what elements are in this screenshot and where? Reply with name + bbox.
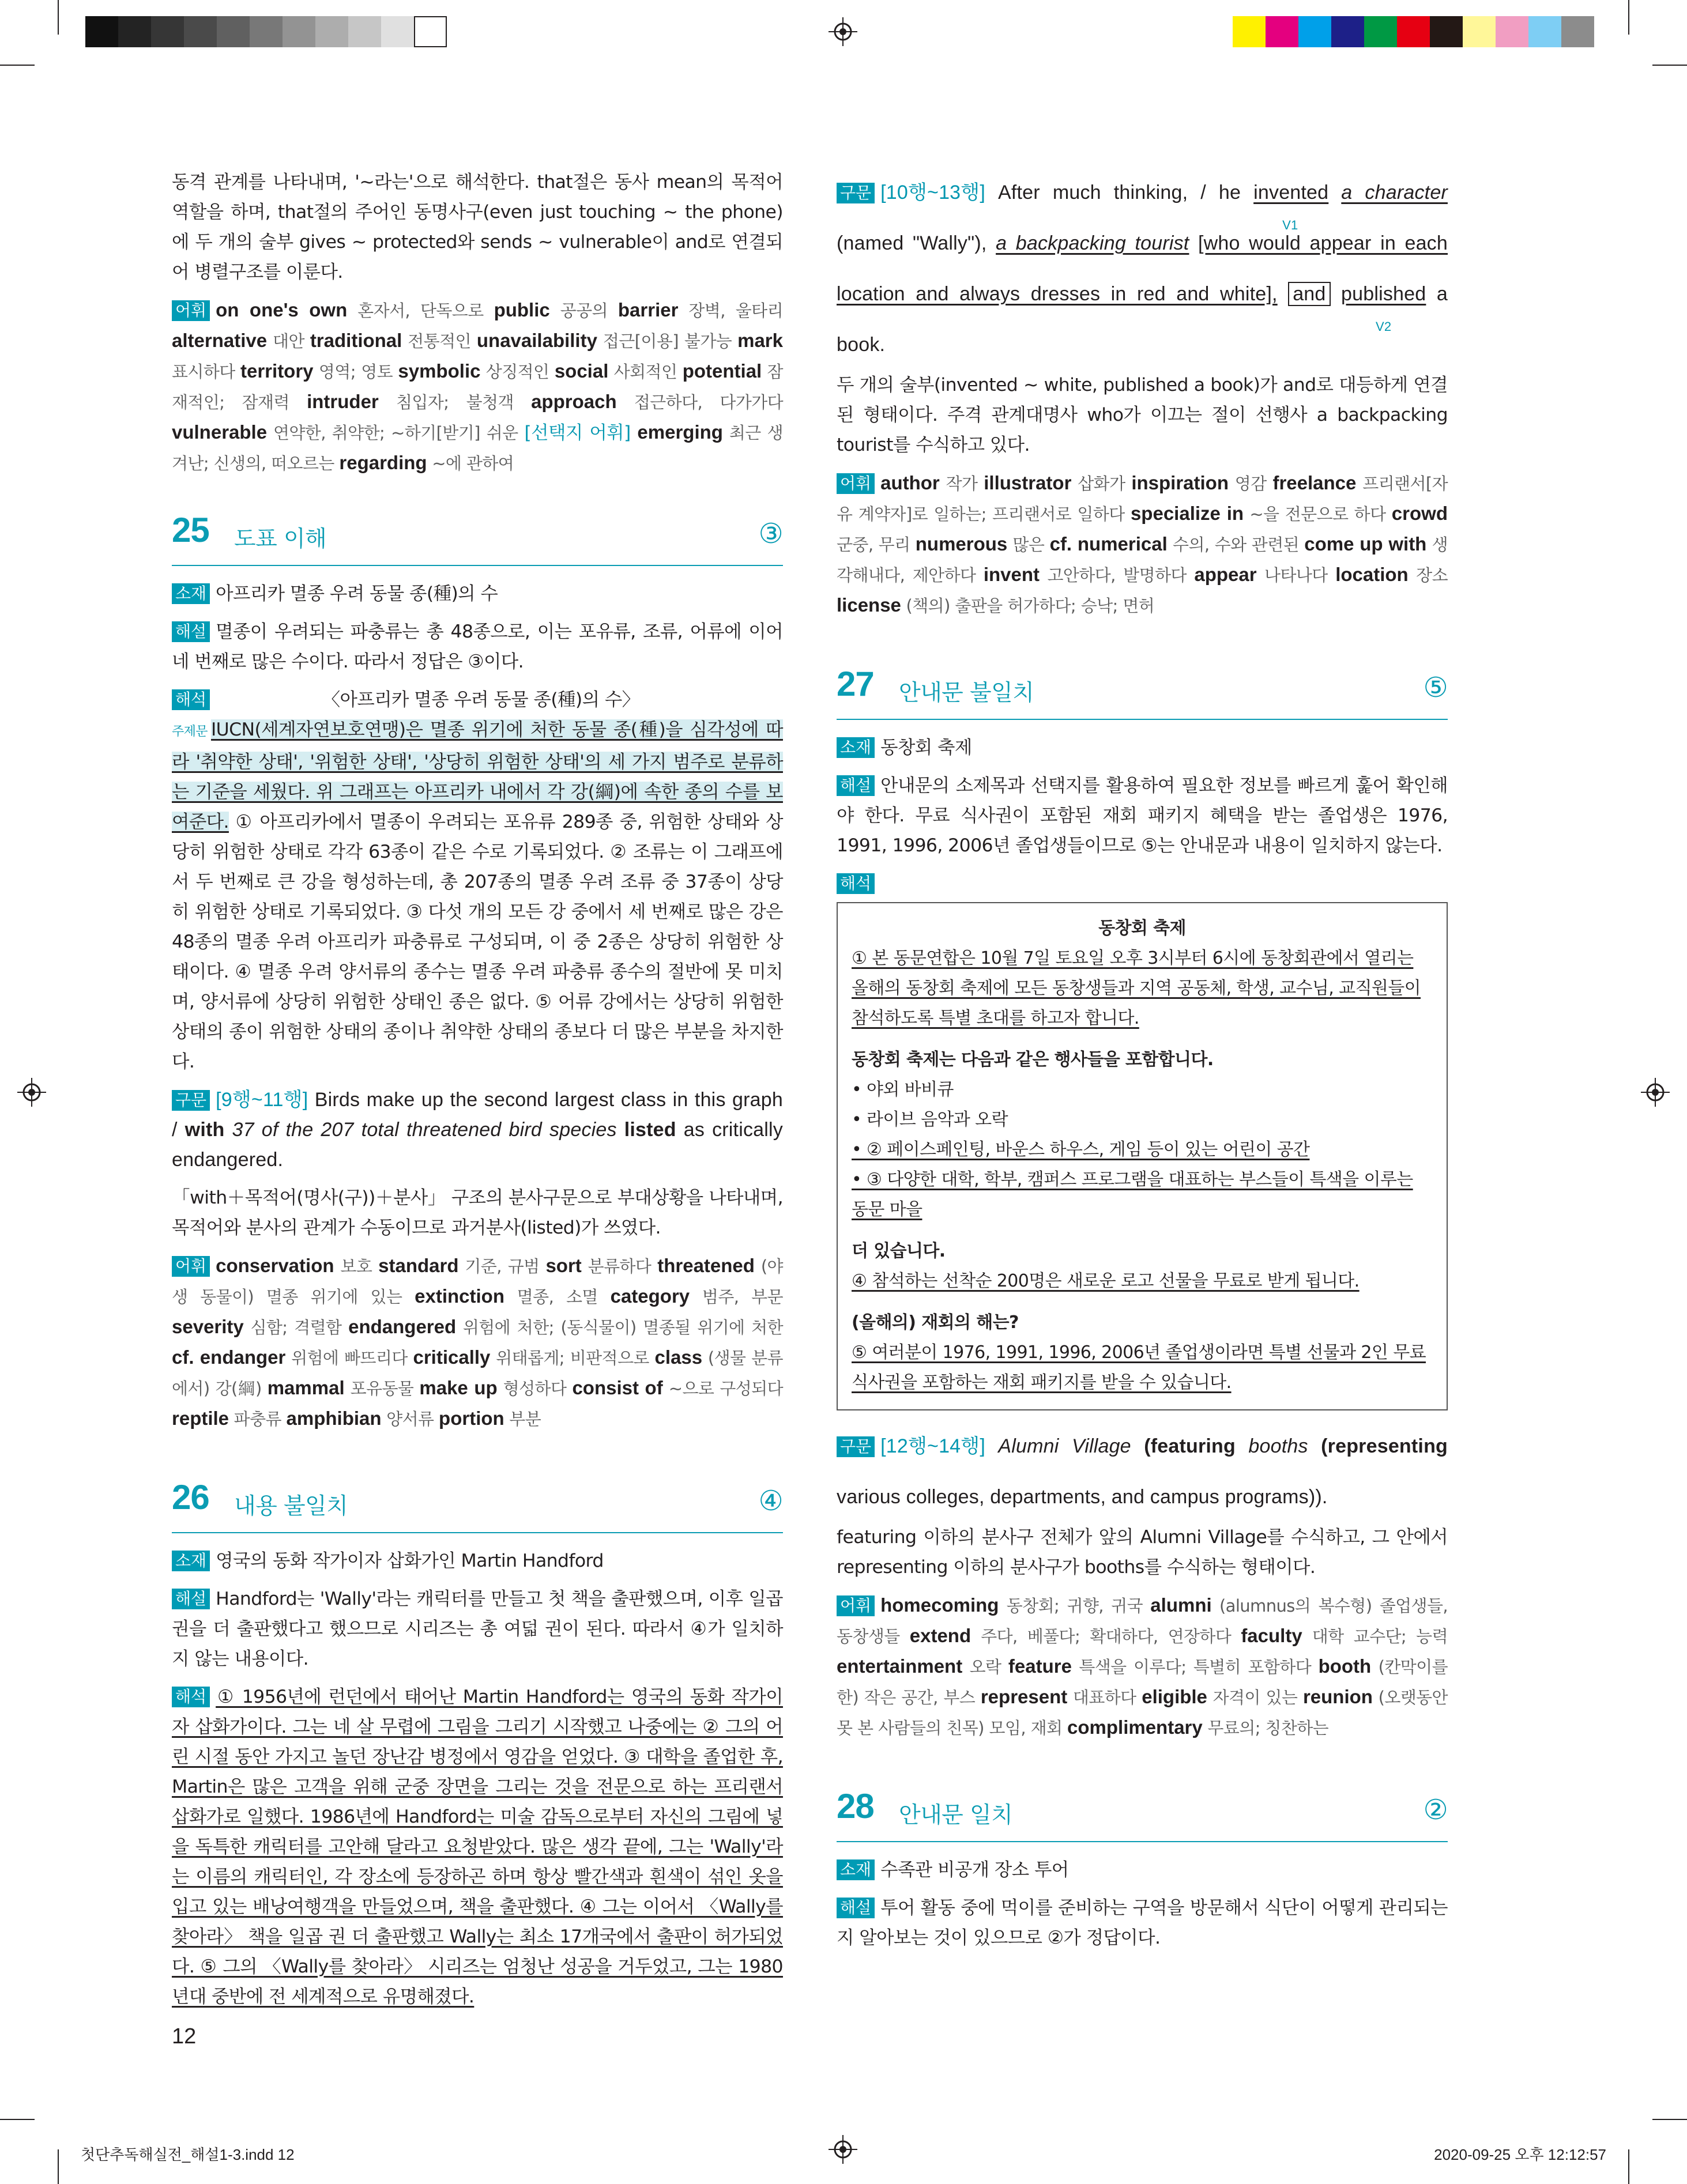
vocab-meaning: 접근하다, 다가가다 bbox=[616, 393, 783, 412]
translate-paragraph: 주제문 IUCN(세계자연보호연맹)은 멸종 위기에 처한 동물 종(種)을 심각성에 따라 '취약한 상태', '위험한 상태', '상당히 위험한 상태'의 세 가지 범주로 분류하는 기준을 세웠다. 위 그래프는 아프리카 내에서 각 강(綱)에 속한 종의 수를 보여준다. ① 아프리카에서 멸종이 우려되는 포유류 289종 중, 위험한 상태와 상당히 위험한 상태로 각각 63종이 같은 수로 기록되었다. ② 조류는 이 그래프에서 두 번째로 큰 강을 형성하는데, 총 207종의 멸종 우려 조류 중 37종이 상당히 위험한 상태로 기록되었다. ③ 다섯 개의 모든 강 중에서 세 번째로 많은 강은 48종의 멸종 우려 아프리카 파충류로 구성되며, 이 중 2종은 상당히 위험한 상태이다. ④ 멸종 우려 양서류의 종수는 멸종 우려 파충류 종수의 절반에 못 미치며, 양서류에 상당히 위험한 상태인 종은 없다. ⑤ 어류 강에서는 상당히 위험한 상태의 종이 위험한 상태의 종이나 취약한 상태의 종보다 더 많은 부분을 차지한다. bbox=[172, 719, 783, 1072]
vocab-block bbox=[837, 1590, 1448, 1743]
vocab-meaning: 나타나다 bbox=[1256, 565, 1336, 585]
structure-tag: 구문 bbox=[837, 1436, 875, 1457]
color-swatch bbox=[184, 16, 217, 47]
vocab-list bbox=[172, 300, 783, 474]
page-number: 12 bbox=[172, 2024, 197, 2049]
vocab-word: specialize in bbox=[1130, 503, 1244, 524]
vocab-word: appear bbox=[1194, 564, 1257, 585]
structure-note: 「with＋목적어(명사(구))＋분사」 구조의 분사구문으로 부대상황을 나타내며, 목적어와 분사의 관계가 수동이므로 과거분사(listed)가 쓰였다. bbox=[172, 1187, 783, 1238]
vocab-list bbox=[837, 473, 1448, 616]
question-type: 내용 불일치 bbox=[234, 1493, 348, 1519]
vocab-meaning: 오락 bbox=[962, 1657, 1008, 1677]
vocab-meaning: 대표하다 bbox=[1067, 1688, 1142, 1707]
color-swatch bbox=[85, 16, 118, 47]
color-swatch bbox=[1298, 16, 1331, 47]
vocab-meaning: 장벽, 울타리 bbox=[678, 301, 783, 320]
answer-mark: ⑤ bbox=[1423, 672, 1448, 704]
vocab-meaning: 고안하다, 발명하다 bbox=[1040, 565, 1195, 585]
vocab-meaning: 전통적인 bbox=[402, 331, 477, 351]
section-header-27 bbox=[837, 667, 1448, 720]
vocab-word: standard bbox=[378, 1255, 459, 1276]
vocab-meaning: (칸막이를 한) 작은 공간, 부스 bbox=[837, 1657, 1448, 1707]
vocab-meaning: 장소 bbox=[1408, 565, 1448, 585]
vocab-word: social bbox=[554, 360, 609, 382]
vocab-meaning: 침입자; 불청객 bbox=[378, 393, 532, 412]
vocab-word: inspiration bbox=[1131, 472, 1229, 493]
crop-mark bbox=[1652, 2119, 1687, 2120]
vocab-tag: 어휘 bbox=[172, 300, 210, 321]
vocab-word: potential bbox=[682, 360, 762, 382]
vocab-meaning: 삽화가 bbox=[1071, 474, 1132, 493]
vocab-word: public bbox=[494, 299, 550, 320]
vocab-word: entertainment bbox=[837, 1655, 963, 1677]
vocab-meaning: 형성하다 bbox=[497, 1379, 573, 1398]
vocab-word: alternative bbox=[172, 330, 268, 351]
vocab-meaning: 수의, 수와 관련된 bbox=[1167, 535, 1305, 555]
vocab-word: vulnerable bbox=[172, 421, 268, 443]
vocab-word: cf. numerical bbox=[1049, 533, 1168, 555]
vocab-meaning: 주다, 베풀다; 확대하다, 연장하다 bbox=[971, 1627, 1241, 1646]
question-type: 도표 이해 bbox=[234, 526, 327, 552]
topic-line: 소재 수족관 비공개 장소 투어 bbox=[837, 1855, 1448, 1885]
notice-list-item: • ② 페이스페인팅, 바운스 하우스, 게임 등이 있는 어린이 공간 bbox=[852, 1140, 1310, 1160]
vocab-word: emerging bbox=[637, 421, 723, 443]
vocab-word: sort bbox=[545, 1255, 582, 1276]
vocab-block bbox=[172, 1251, 783, 1434]
explain-paragraph: 해설 안내문의 소제목과 선택지를 활용하여 필요한 정보를 빠르게 훑어 확인해야 한다. 무료 식사권이 포함된 재회 패키지 혜택을 받는 졸업생은 1976, 1991, 1996, 2006년 졸업생들이므로 ⑤는 안내문과 내용이 일치하지 않는다. bbox=[837, 775, 1448, 856]
notice-heading: 동창회 축제는 다음과 같은 행사들을 포함합니다. bbox=[852, 1050, 1214, 1070]
question-number: 25 bbox=[172, 511, 209, 549]
vocab-word: eligible bbox=[1142, 1686, 1207, 1707]
notice-box bbox=[837, 902, 1448, 1410]
footer-timestamp: 2020-09-25 오후 12:12:57 bbox=[1434, 2146, 1606, 2163]
vocab-word: unavailability bbox=[476, 330, 597, 351]
registration-mark-icon bbox=[1641, 1078, 1670, 1107]
vocab-meaning: 상징적인 bbox=[480, 362, 555, 382]
vocab-meaning: 포유동물 bbox=[344, 1379, 420, 1398]
right-column bbox=[837, 167, 1448, 1961]
structure-paragraph: 구문 [9행~11행] Birds make up the second largest class in this graph / with 37 of the 207 total threatened bird species listed as critically endangered. bbox=[172, 1089, 783, 1171]
notice-heading: (올해의) 재회의 해는? bbox=[852, 1312, 1019, 1333]
vocab-word: reunion bbox=[1302, 1686, 1373, 1707]
vocab-word: severity bbox=[172, 1316, 244, 1337]
structure-note: 두 개의 술부(invented ~ white, published a book)가 and로 대등하게 연결된 형태이다. 주격 관계대명사 who가 이끄는 절이 선행사 a backpacking tourist를 수식하고 있다. bbox=[837, 375, 1448, 455]
structure-paragraph: 구문 [12행~14행] Alumni Village (featuring booths (representing various colleges, departments, and campus programs)). bbox=[837, 1435, 1448, 1508]
vocab-word: intruder bbox=[307, 391, 379, 412]
question-type: 안내문 불일치 bbox=[899, 680, 1034, 706]
color-swatch bbox=[1463, 16, 1496, 47]
explain-tag: 해설 bbox=[837, 775, 875, 796]
vocab-meaning: 파충류 bbox=[229, 1409, 287, 1429]
topic-tag: 소재 bbox=[837, 737, 875, 758]
vocab-word: on one's own bbox=[216, 299, 348, 320]
and-box: and bbox=[1288, 282, 1330, 306]
vocab-meaning: 보호 bbox=[334, 1257, 379, 1276]
vocab-word: extend bbox=[909, 1625, 971, 1646]
color-swatch bbox=[1331, 16, 1364, 47]
explain-tag: 해설 bbox=[172, 1589, 210, 1609]
vocab-word: traditional bbox=[310, 330, 402, 351]
answer-mark: ② bbox=[1423, 1794, 1448, 1826]
structure-tag: 구문 bbox=[837, 183, 875, 203]
vocab-meaning: 기준, 규범 bbox=[458, 1257, 546, 1276]
vocab-block bbox=[837, 468, 1448, 621]
notice-title: 동창회 축제 bbox=[1098, 918, 1186, 938]
section-header-26 bbox=[172, 1480, 783, 1533]
vocab-meaning: 분류하다 bbox=[581, 1257, 658, 1276]
explain-tag: 해설 bbox=[172, 621, 210, 642]
vocab-meaning: 사회적인 bbox=[608, 362, 683, 382]
vocab-word: regarding bbox=[339, 452, 427, 473]
vocab-word: barrier bbox=[617, 299, 679, 320]
vocab-word: cf. endanger bbox=[172, 1346, 286, 1368]
section-header-28 bbox=[837, 1789, 1448, 1842]
vocab-word: come up with bbox=[1304, 533, 1427, 555]
vocab-word: amphibian bbox=[286, 1408, 382, 1429]
vocab-tag: 어휘 bbox=[172, 1256, 210, 1277]
main-sentence: IUCN(세계자연보호연맹)은 멸종 위기에 처한 동물 종(種)을 심각성에 따라 '취약한 상태', '위험한 상태', '상당히 위험한 상태'의 세 가지 범주로 분류하는 기준을 세웠다. 위 그래프는 아프리카 내에서 각 강(綱)에 속한 종의 수를 보여준다. bbox=[172, 719, 783, 832]
footer-file: 첫단추독해실전_해설1-3.indd 12 bbox=[81, 2146, 295, 2163]
vocab-block bbox=[172, 295, 783, 478]
topic-tag: 소재 bbox=[172, 1551, 210, 1571]
color-swatch bbox=[381, 16, 414, 47]
vocab-meaning: 영역; 영토 bbox=[313, 362, 398, 382]
color-swatch bbox=[1561, 16, 1594, 47]
crop-mark bbox=[58, 0, 59, 35]
registration-mark-icon bbox=[829, 2135, 857, 2164]
vocab-word: crowd bbox=[1391, 503, 1448, 524]
question-number: 26 bbox=[172, 1478, 209, 1517]
vocab-meaning: (책의) 출판을 허가하다; 승낙; 면허 bbox=[901, 596, 1155, 616]
color-swatch bbox=[414, 16, 447, 47]
color-swatch bbox=[315, 16, 348, 47]
vocab-word: territory bbox=[240, 360, 314, 382]
choice-vocab-label: [선택지 어휘] bbox=[524, 423, 638, 443]
vocab-tag: 어휘 bbox=[837, 473, 875, 494]
notice-list bbox=[852, 1075, 1433, 1225]
topic-line: 소재 아프리카 멸종 우려 동물 종(種)의 수 bbox=[172, 579, 783, 609]
vocab-list bbox=[837, 1595, 1448, 1738]
answer-mark: ③ bbox=[758, 518, 783, 550]
vocab-meaning: 동창회; 귀향, 귀국 bbox=[999, 1596, 1151, 1616]
vocab-meaning: 심함; 격렬함 bbox=[243, 1318, 349, 1337]
crop-mark bbox=[58, 2149, 59, 2184]
vocab-word: feature bbox=[1008, 1655, 1072, 1677]
vocab-tag: 어휘 bbox=[837, 1595, 875, 1616]
translate-tag: 해석 bbox=[172, 689, 210, 710]
color-swatch bbox=[118, 16, 151, 47]
color-swatch bbox=[283, 16, 315, 47]
vocab-list bbox=[172, 1256, 783, 1429]
color-swatch bbox=[1397, 16, 1430, 47]
crop-mark bbox=[1628, 0, 1629, 35]
left-column bbox=[172, 167, 783, 2020]
vocab-meaning: ~을 전문으로 하다 bbox=[1244, 504, 1392, 524]
vocab-word: conservation bbox=[216, 1255, 334, 1276]
vocab-word: make up bbox=[419, 1377, 498, 1398]
vocab-meaning: 특색을 이루다; 특별히 포함하다 bbox=[1071, 1657, 1319, 1677]
vocab-meaning: 혼자서, 단독으로 bbox=[347, 301, 494, 320]
translate-heading: 해석 〈아프리카 멸종 우려 동물 종(種)의 수〉 bbox=[172, 685, 783, 715]
vocab-meaning: 많은 bbox=[1007, 535, 1050, 555]
translate-tag: 해석 bbox=[837, 873, 875, 894]
vocab-meaning: 무료의; 칭찬하는 bbox=[1202, 1718, 1329, 1738]
vocab-meaning: ~에 관하여 bbox=[427, 454, 514, 473]
color-swatch bbox=[217, 16, 250, 47]
answer-mark: ④ bbox=[758, 1485, 783, 1517]
question-number: 28 bbox=[837, 1787, 874, 1825]
explain-paragraph: 해설 Handford는 'Wally'라는 캐릭터를 만들고 첫 책을 출판했으며, 이후 일곱 권을 더 출판했다고 했으므로 시리즈는 총 여덟 권이 된다. 따라서 ④가 일치하지 않는 내용이다. bbox=[172, 1589, 783, 1669]
vocab-meaning: (야생 동물이) 멸종 위기에 있는 bbox=[172, 1257, 783, 1307]
topic-tag: 소재 bbox=[837, 1859, 875, 1880]
topic-tag: 소재 bbox=[172, 583, 210, 604]
vocab-word: homecoming bbox=[880, 1594, 999, 1616]
notice-paragraph: ④ 참석하는 선착순 200명은 새로운 로고 선물을 무료로 받게 됩니다. bbox=[852, 1271, 1360, 1291]
vocab-word: endangered bbox=[348, 1316, 457, 1337]
vocab-word: critically bbox=[413, 1346, 491, 1368]
intro-paragraph: 동격 관계를 나타내며, '~라는'으로 해석한다. that절은 동사 mean의 목적어 역할을 하며, that절의 주어인 동명사구(even just touching ~ the phone)에 두 개의 술부 gives ~ protected와 sends ~ vulnerable이 and로 연결되어 병렬구조를 이룬다. bbox=[172, 172, 783, 282]
structure-tag: 구문 bbox=[172, 1090, 210, 1111]
vocab-meaning: 위험에 처한; (동식물이) 멸종될 위기에 처한 bbox=[456, 1318, 783, 1337]
vocab-meaning: 접근[이용] 불가능 bbox=[597, 331, 738, 351]
explain-paragraph: 해설 투어 활동 중에 먹이를 준비하는 구역을 방문해서 식단이 어떻게 관리되는지 알아보는 것이 있으므로 ②가 정답이다. bbox=[837, 1898, 1448, 1948]
vocab-meaning: 군중, 무리 bbox=[837, 535, 916, 555]
color-swatch bbox=[1528, 16, 1561, 47]
vocab-word: faculty bbox=[1241, 1625, 1302, 1646]
vocab-word: reptile bbox=[172, 1408, 229, 1429]
vocab-word: invent bbox=[983, 564, 1040, 585]
vocab-meaning: 위험에 빠뜨리다 bbox=[285, 1348, 413, 1368]
section-header-25 bbox=[172, 513, 783, 566]
question-type: 안내문 일치 bbox=[899, 1802, 1013, 1828]
crop-mark bbox=[0, 65, 35, 66]
color-swatch bbox=[1364, 16, 1397, 47]
translate-heading bbox=[837, 869, 1448, 899]
vocab-meaning: 연약한, 취약한; ~하기[받기] 쉬운 bbox=[267, 423, 525, 443]
vocab-meaning: 멸종, 소멸 bbox=[504, 1287, 611, 1307]
vocab-meaning: 위태롭게; 비판적으로 bbox=[490, 1348, 655, 1368]
vocab-meaning: 프리랜서[자유 계약자]로 일하는; 프리랜서로 일하다 bbox=[837, 474, 1448, 524]
vocab-meaning: 최근 생겨난; 신생의, 떠오르는 bbox=[172, 423, 783, 473]
vocab-meaning: 범주, 부문 bbox=[690, 1287, 783, 1307]
registration-mark-icon bbox=[17, 1078, 46, 1107]
vocab-meaning: 양서류 bbox=[381, 1409, 439, 1429]
notice-paragraph: ⑤ 여러분이 1976, 1991, 1996, 2006년 졸업생이라면 특별 선물과 2인 무료 식사권을 포함하는 재회 패키지를 받을 수 있습니다. bbox=[852, 1342, 1426, 1393]
crop-mark bbox=[0, 2119, 35, 2120]
vocab-word: alumni bbox=[1150, 1594, 1212, 1616]
notice-heading: 더 있습니다. bbox=[852, 1241, 946, 1261]
vocab-word: category bbox=[610, 1285, 690, 1307]
color-swatch bbox=[250, 16, 283, 47]
registration-mark-icon bbox=[829, 17, 857, 46]
vocab-meaning: 잠재적인; 잠재력 bbox=[172, 362, 783, 412]
vocab-word: illustrator bbox=[984, 472, 1072, 493]
explain-paragraph: 해설 멸종이 우려되는 파충류는 총 48종으로, 이는 포유류, 조류, 어류에 이어 네 번째로 많은 수이다. 따라서 정답은 ③이다. bbox=[172, 621, 783, 672]
vocab-word: freelance bbox=[1272, 472, 1357, 493]
translate-tag: 해석 bbox=[172, 1687, 210, 1707]
v2-label: V2 bbox=[1376, 319, 1392, 334]
color-swatch bbox=[348, 16, 381, 47]
vocab-meaning: 대안 bbox=[267, 331, 310, 351]
vocab-word: consist of bbox=[572, 1377, 663, 1398]
color-swatch bbox=[1233, 16, 1266, 47]
question-number: 27 bbox=[837, 665, 874, 703]
color-swatch bbox=[1496, 16, 1528, 47]
vocab-meaning: 표시하다 bbox=[172, 362, 240, 382]
topic-line: 소재 동창회 축제 bbox=[837, 733, 1448, 763]
vocab-word: extinction bbox=[415, 1285, 504, 1307]
notice-list-item: • 야외 바비큐 bbox=[852, 1080, 954, 1100]
notice-paragraph: ① 본 동문연합은 10월 7일 토요일 오후 3시부터 6시에 동창회관에서 열리는 올해의 동창회 축제에 모든 동창생들과 지역 공동체, 학생, 교수님, 교직원들이 참석하도록 특별 초대를 하고자 합니다. bbox=[852, 948, 1421, 1028]
vocab-word: booth bbox=[1318, 1655, 1372, 1677]
color-swatch bbox=[1266, 16, 1298, 47]
vocab-word: complimentary bbox=[1067, 1717, 1203, 1738]
vocab-meaning: 대학 교수단; 능력 bbox=[1302, 1627, 1448, 1646]
vocab-word: license bbox=[837, 594, 901, 616]
vocab-word: author bbox=[880, 472, 940, 493]
vocab-meaning: (alumnus의 복수형) 졸업생들, 동창생들 bbox=[837, 1596, 1448, 1646]
structure-paragraph: 구문 [10행~13행] After much thinking, / he invented V1 a character (named "Wally"), a backpacking tourist [who would appear in each location and always dresses in red and white], and published V2 a book. bbox=[837, 182, 1448, 356]
vocab-word: portion bbox=[439, 1408, 504, 1429]
vocab-meaning: 작가 bbox=[939, 474, 984, 493]
vocab-word: represent bbox=[980, 1686, 1068, 1707]
main-sentence-label: 주제문 bbox=[172, 725, 208, 739]
translate-paragraph: 해석 ① 1956년에 런던에서 태어난 Martin Handford는 영국의 동화 작가이자 삽화가이다. 그는 네 살 무렵에 그림을 그리기 시작했고 나중에는 ② 그의 어린 시절 동안 가지고 놀던 장난감 병정에서 영감을 얻었다. ③ 대학을 졸업한 후, Martin은 많은 고객을 위해 군중 장면을 그리는 것을 전문으로 하는 프리랜서 삽화가로 일했다. 1986년에 Handford는 미술 감독으로부터 자신의 그림에 넣을 독특한 캐릭터를 고안해 달라고 요청받았다. 많은 생각 끝에, 그는 'Wally'라는 이름의 캐릭터인, 각 장소에 등장하곤 하며 항상 빨간색과 흰색이 섞인 옷을 입고 있는 배낭여행객을 만들었으며, 책을 출판했다. ④ 그는 이어서 〈Wally를 찾아라〉 책을 일곱 권 더 출판했고 Wally는 최소 17개국에서 출판이 허가되었다. ⑤ 그의 〈Wally를 찾아라〉 시리즈는 엄청난 성공을 거두었고, 그는 1980년대 중반에 전 세계적으로 유명해졌다. bbox=[172, 1687, 783, 2007]
vocab-word: numerous bbox=[915, 533, 1008, 555]
vocab-meaning: ~으로 구성되다 bbox=[662, 1379, 783, 1398]
vocab-meaning: 자격이 있는 bbox=[1207, 1688, 1303, 1707]
vocab-meaning: 생각해내다, 제안하다 bbox=[837, 535, 1448, 585]
notice-list-item: • ③ 다양한 대학, 학부, 캠퍼스 프로그램을 대표하는 부스들이 특색을 이루는 동문 마을 bbox=[852, 1170, 1413, 1220]
explain-tag: 해설 bbox=[837, 1898, 875, 1918]
vocab-meaning: (오랫동안 못 본 사람들의 친목) 모임, 재회 bbox=[837, 1688, 1448, 1738]
vocab-word: symbolic bbox=[398, 360, 481, 382]
color-swatch bbox=[1430, 16, 1463, 47]
structure-note: featuring 이하의 분사구 전체가 앞의 Alumni Village를 수식하고, 그 안에서 representing 이하의 분사구가 booths를 수식하는 형태이다. bbox=[837, 1527, 1448, 1578]
vocab-word: mammal bbox=[267, 1377, 345, 1398]
vocab-meaning: 공공의 bbox=[549, 301, 618, 320]
v1-label: V1 bbox=[1282, 218, 1298, 232]
vocab-word: approach bbox=[531, 391, 617, 412]
vocab-meaning: 부분 bbox=[504, 1409, 541, 1429]
vocab-meaning: 영감 bbox=[1229, 474, 1273, 493]
topic-line: 소재 영국의 동화 작가이자 삽화가인 Martin Handford bbox=[172, 1546, 783, 1576]
color-swatch bbox=[151, 16, 184, 47]
notice-list-item: • 라이브 음악과 오락 bbox=[852, 1110, 1008, 1130]
vocab-word: class bbox=[654, 1346, 703, 1368]
vocab-word: mark bbox=[737, 330, 783, 351]
vocab-word: threatened bbox=[657, 1255, 755, 1276]
crop-mark bbox=[1628, 2149, 1629, 2184]
vocab-word: location bbox=[1335, 564, 1409, 585]
crop-mark bbox=[1652, 65, 1687, 66]
vocab-meaning: (생물 분류에서) 강(綱) bbox=[172, 1348, 783, 1398]
